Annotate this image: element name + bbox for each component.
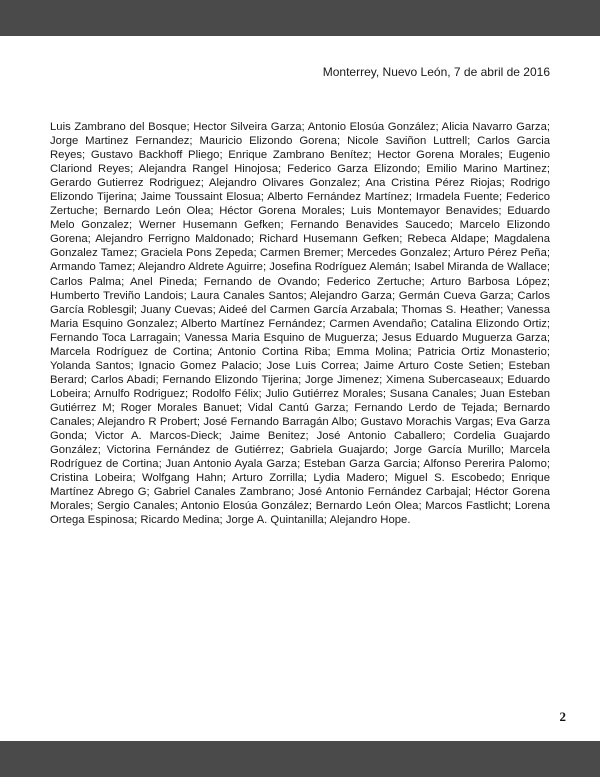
bottom-bar xyxy=(0,741,600,777)
names-paragraph: Luis Zambrano del Bosque; Hector Silveira Garza; Antonio Elosúa González; Alicia Navarro Garza; Jorge Martinez Fernandez; Mauricio Elizondo Gorena; Nicole Saviñon Luttrell; Carlos Garcia Reyes; Gustavo Backhoff Pliego; Enrique Zambrano Benítez; Hector Gorena Morales; Eugenio Clariond Reyes; Alejandra Rangel Hinojosa; Federico Garza Elizondo; Emilio Marino Martinez; Gerardo Gutierrez Rodriguez; Alejandro Olivares Gonzalez; Ana Cristina Pérez Riojas; Rodrigo Elizondo Tijerina; Jaime Toussaint Elosua; Alberto Fernández Martínez; Irmadela Fuente; Federico Zertuche; Bernardo León Olea; Héctor Gorena Morales; Luis Montemayor Benavides; Eduardo Melo Gonzalez; Werner Husemann Gefken; Fernando Benavides Saucedo; Marcelo Elizondo Gorena; Alejandro Ferrigno Maldonado; Richard Husemann Gefken; Rebeca Aldape; Magdalena Gonzalez Tamez; Graciela Pons Zepeda; Carmen Bremer; Mercedes Gonzalez; Arturo Pérez Peña; Armando Tamez; Alejandro Aldrete Aguirre; Josefina Rodríguez Alemán; Isabel Miranda de Wallace; Carlos Palma; Anel Pineda; Fernando de Ovando; Federico Zertuche; Arturo Barbosa López; Humberto Treviño Landois; Laura Canales Santos; Alejandro Garza; Germán Cueva Garza; Carlos García Roblesgil; Juany Cuevas; Aideé del Carmen García Arzabala; Thomas S. Heather; Vanessa Maria Esquino Gonzalez; Alberto Martínez Fernández; Carmen Avendaño; Catalina Elizondo Ortiz; Fernando Toca Larragain; Vanessa Maria Esquino de Muguerza; Jesus Eduardo Muguerza Garza; Marcela Rodríguez de Cortina; Antonio Cortina Riba; Emma Molina; Patricia Ortiz Monasterio; Yolanda Santos; Ignacio Gomez Palacio; Jose Luis Correa; Jaime Arturo Coste Setien; Esteban Berard; Carlos Abadi; Fernando Elizondo Tijerina; Jorge Jimenez; Ximena Subercaseaux; Eduardo Lobeira; Arnulfo Rodriguez; Rodolfo Félix; Julio Gutiérrez Morales; Susana Canales; Juan Esteban Gutiérrez M; Roger Morales Banuet; Vidal Cantú Garza; Fernando Lerdo de Tejada; Bernardo Canales; Alejandro R Probert; José Fernando Barragán Albo; Gustavo Morachis Vargas; Eva Garza Gonda; Victor A. Marcos-Dieck; Jaime Benitez; José Antonio Caballero; Cordelia Guajardo González; Victorina Fernández de Gutiérrez; Gabriela Guajardo; Jorge García Murillo; Marcela Rodríguez de Cortina; Juan Antonio Ayala Garza; Esteban Garza Garcia; Alfonso Pererira Palomo; Cristina Lobeira; Wolfgang Hahn; Arturo Zorrilla; Lydia Madero; Miguel S. Escobedo; Enrique Martínez Abrego G; Gabriel Canales Zambrano; José Antonio Fernández Carbajal; Héctor Gorena Morales; Sergio Canales; Antonio Elosúa González; Bernardo León Olea; Marcos Fastlicht; Lorena Ortega Espinosa; Ricardo Medina; Jorge A. Quintanilla; Alejandro Hope. xyxy=(50,121,550,527)
dateline: Monterrey, Nuevo León, 7 de abril de 2016 xyxy=(322,65,550,79)
page-number: 2 xyxy=(559,709,566,724)
top-bar xyxy=(0,0,600,36)
